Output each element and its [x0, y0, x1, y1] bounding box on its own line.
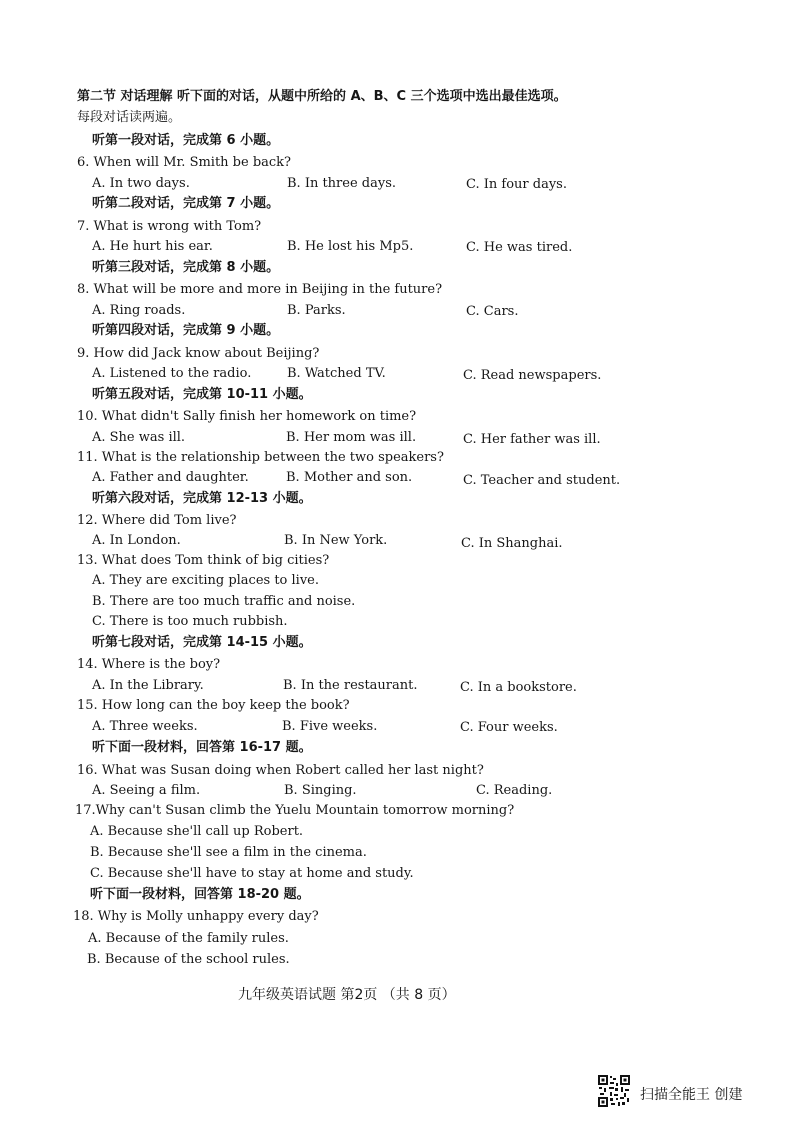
question-7-stem: 7. What is wrong with Tom?	[77, 219, 262, 234]
scanner-brand: 扫描全能王 创建	[640, 1087, 743, 1103]
question-13-option-c: C. There is too much rubbish.	[92, 614, 288, 629]
question-6-option-c: C. In four days.	[466, 177, 567, 192]
question-9-option-c: C. Read newspapers.	[463, 368, 602, 383]
qr-code-icon	[597, 1074, 631, 1108]
question-12-option-b: B. In New York.	[284, 533, 388, 548]
question-10-option-a: A. She was ill.	[92, 430, 186, 445]
group-heading-3: 听第三段对话，完成第 8 小题。	[92, 260, 280, 275]
section-note: 每段对话读两遍。	[77, 110, 182, 125]
question-17-option-a: A. Because she'll call up Robert.	[90, 824, 304, 839]
question-8-option-c: C. Cars.	[466, 304, 519, 319]
question-17-option-c: C. Because she'll have to stay at home and study.	[90, 866, 414, 881]
question-13-stem: 13. What does Tom think of big cities?	[77, 553, 330, 568]
question-7-option-b: B. He lost his Mp5.	[287, 239, 414, 254]
question-15-option-c: C. Four weeks.	[460, 720, 558, 735]
question-11-option-b: B. Mother and son.	[286, 470, 413, 485]
group-heading-5: 听第五段对话，完成第 10-11 小题。	[92, 387, 312, 402]
question-6-option-a: A. In two days.	[92, 176, 190, 191]
question-16-option-c: C. Reading.	[476, 783, 553, 798]
question-16-stem: 16. What was Susan doing when Robert called her last night?	[77, 763, 484, 778]
question-9-option-b: B. Watched TV.	[287, 366, 386, 381]
question-10-stem: 10. What didn't Sally finish her homework on time?	[77, 409, 417, 424]
question-11-option-c: C. Teacher and student.	[463, 473, 621, 488]
question-8-option-b: B. Parks.	[287, 303, 346, 318]
question-11-option-a: A. Father and daughter.	[92, 470, 249, 485]
question-9-option-a: A. Listened to the radio.	[92, 366, 252, 381]
question-15-stem: 15. How long can the boy keep the book?	[77, 698, 350, 713]
question-6-stem: 6. When will Mr. Smith be back?	[77, 155, 292, 170]
question-12-stem: 12. Where did Tom live?	[77, 513, 237, 528]
question-9-stem: 9. How did Jack know about Beijing?	[77, 346, 320, 361]
question-18-option-b: B. Because of the school rules.	[87, 952, 290, 967]
question-18-option-a: A. Because of the family rules.	[88, 931, 289, 946]
question-17-stem: 17.Why can't Susan climb the Yuelu Mountain tomorrow morning?	[75, 803, 515, 818]
question-14-option-b: B. In the restaurant.	[283, 678, 418, 693]
question-6-option-b: B. In three days.	[287, 176, 397, 191]
question-18-stem: 18. Why is Molly unhappy every day?	[73, 909, 319, 924]
question-14-stem: 14. Where is the boy?	[77, 657, 221, 672]
group-heading-8: 听下面一段材料，回答第 16-17 题。	[92, 740, 312, 755]
section-heading: 第二节 对话理解 听下面的对话，从题中所给的 A、B、C 三个选项中选出最佳选项。	[77, 89, 567, 104]
question-13-option-b: B. There are too much traffic and noise.	[92, 594, 356, 609]
question-14-option-a: A. In the Library.	[92, 678, 204, 693]
question-16-option-a: A. Seeing a film.	[92, 783, 201, 798]
question-13-option-a: A. They are exciting places to live.	[92, 573, 320, 588]
question-7-option-c: C. He was tired.	[466, 240, 573, 255]
group-heading-1: 听第一段对话，完成第 6 小题。	[92, 133, 280, 148]
question-12-option-a: A. In London.	[92, 533, 181, 548]
question-12-option-c: C. In Shanghai.	[461, 536, 563, 551]
question-8-stem: 8. What will be more and more in Beijing in the future?	[77, 282, 443, 297]
group-heading-2: 听第二段对话，完成第 7 小题。	[92, 196, 280, 211]
question-15-option-a: A. Three weeks.	[92, 719, 198, 734]
group-heading-7: 听第七段对话，完成第 14-15 小题。	[92, 635, 312, 650]
question-10-option-b: B. Her mom was ill.	[286, 430, 417, 445]
question-7-option-a: A. He hurt his ear.	[92, 239, 213, 254]
group-heading-9: 听下面一段材料，回答第 18-20 题。	[90, 887, 310, 902]
question-11-stem: 11. What is the relationship between the two speakers?	[77, 450, 444, 465]
question-16-option-b: B. Singing.	[284, 783, 357, 798]
group-heading-4: 听第四段对话，完成第 9 小题。	[92, 323, 280, 338]
question-8-option-a: A. Ring roads.	[92, 303, 186, 318]
group-heading-6: 听第六段对话，完成第 12-13 小题。	[92, 491, 312, 506]
question-10-option-c: C. Her father was ill.	[463, 432, 601, 447]
question-14-option-c: C. In a bookstore.	[460, 680, 577, 695]
question-15-option-b: B. Five weeks.	[282, 719, 378, 734]
page-footer: 九年级英语试题 第2页 （共 8 页）	[238, 987, 456, 1003]
question-17-option-b: B. Because she'll see a film in the cinema.	[90, 845, 367, 860]
